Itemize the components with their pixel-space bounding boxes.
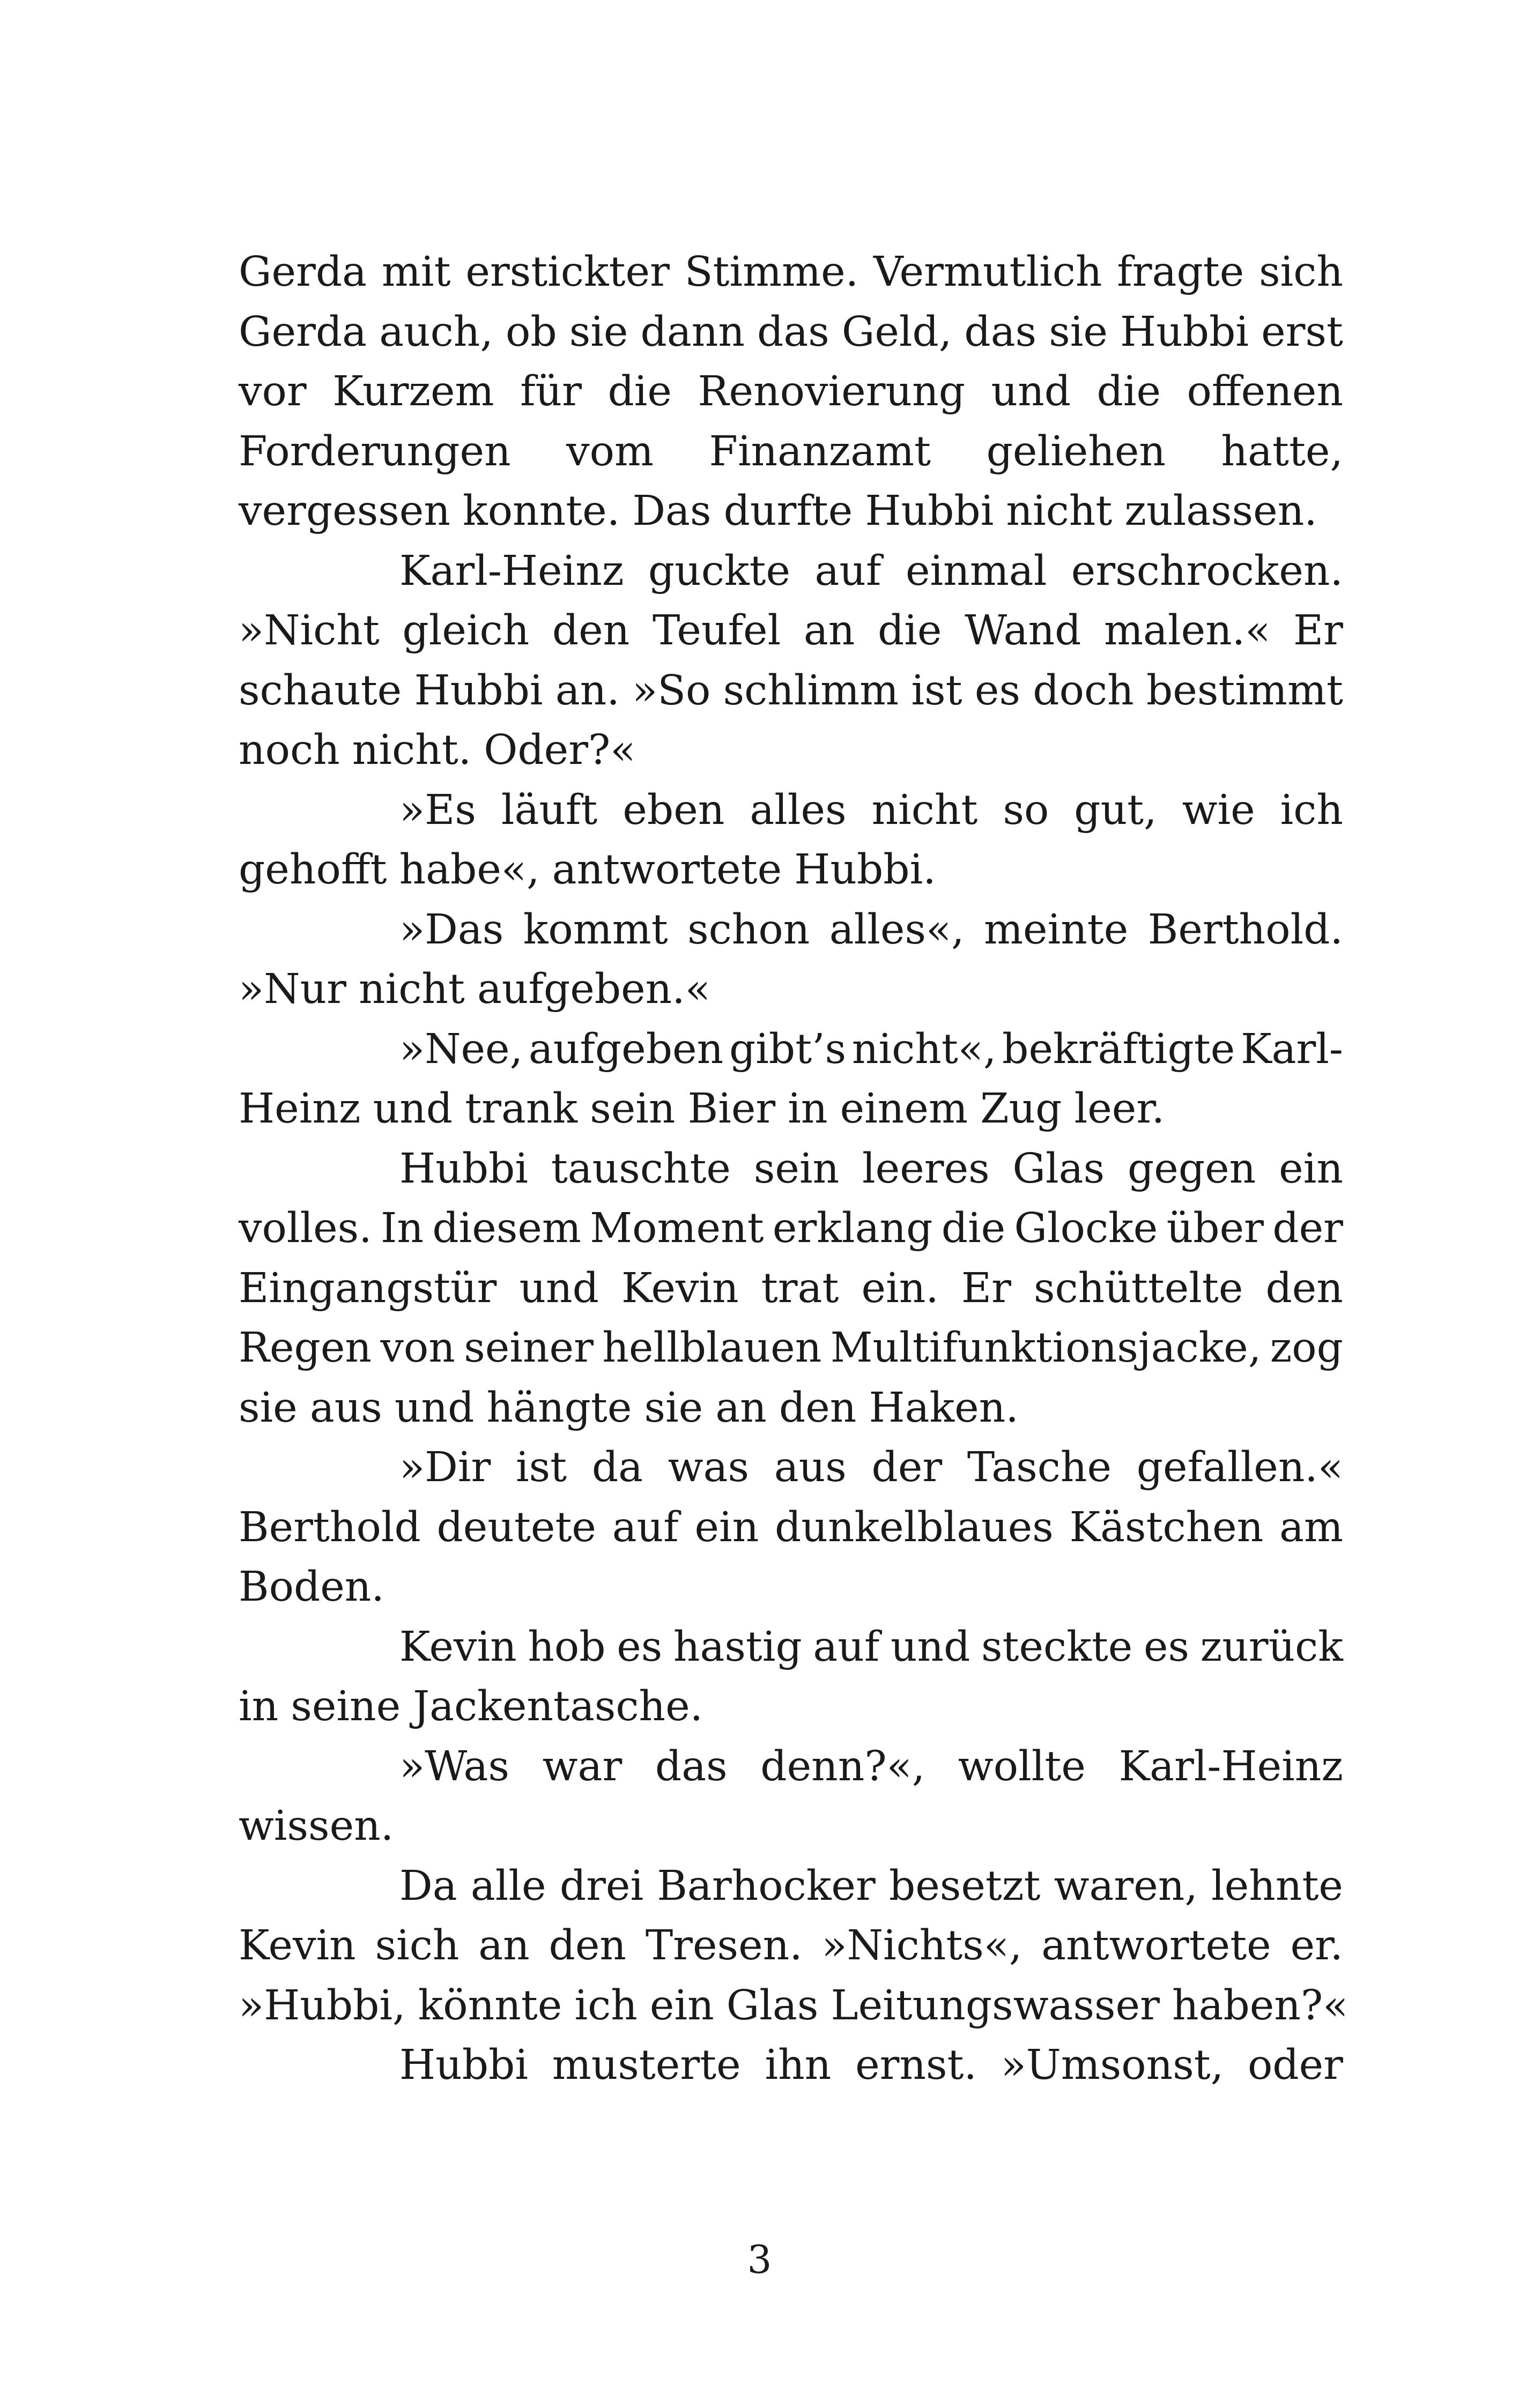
word: »Das [399, 905, 504, 954]
word: kommt [523, 905, 668, 954]
word: Finanzamt [709, 427, 931, 475]
word: sich [1259, 248, 1343, 296]
text-line [239, 1378, 1343, 1438]
word: hastig [673, 1623, 802, 1671]
word: dunkelblaues [775, 1503, 1054, 1551]
word: waren, [1054, 1862, 1198, 1910]
word: Moment [590, 1205, 764, 1252]
word: zurück [1200, 1623, 1343, 1671]
text-line [239, 661, 1343, 721]
word: »Umsonst, [1001, 2041, 1224, 2089]
word: hatte, [1221, 427, 1343, 475]
word: »Was [399, 1742, 509, 1790]
word: besetzt [888, 1862, 1041, 1910]
word: Hubbi. [794, 846, 936, 894]
text-line [239, 422, 1343, 482]
word: ob [505, 308, 557, 356]
word: trank [465, 1085, 578, 1133]
word: in [788, 1085, 828, 1133]
word: es [1143, 1623, 1190, 1671]
word: sie [239, 1384, 298, 1432]
word: erstickter [465, 248, 670, 296]
word: Barhocker [657, 1862, 876, 1910]
text-line [239, 900, 1343, 960]
text-line [239, 781, 1343, 841]
word: nicht [1006, 487, 1113, 535]
text-line [239, 1557, 1343, 1617]
word: aufgeben.« [477, 965, 710, 1013]
text-line [239, 481, 1343, 541]
word: die [1096, 368, 1161, 415]
text-line [239, 1199, 1343, 1259]
word: Hubbi [1120, 308, 1249, 356]
word: Geld, [841, 308, 952, 356]
word: ein [1279, 1144, 1343, 1193]
text-line [239, 302, 1343, 362]
word: sich [375, 1922, 460, 1969]
word: konnte. [463, 487, 620, 535]
word: zog [1270, 1324, 1343, 1372]
word: auf [814, 547, 881, 595]
word: war [542, 1742, 623, 1790]
word: Renovierung [698, 368, 966, 415]
word: Wand [965, 607, 1081, 655]
word: Kevin [399, 1623, 517, 1671]
word: Vermutlich [873, 248, 1102, 296]
word: ein [649, 1981, 714, 2030]
word: wie [1182, 786, 1255, 834]
word: Multifunktionsjacke, [830, 1324, 1262, 1372]
word: ein [694, 1503, 759, 1551]
word: ich [1280, 786, 1343, 834]
word: leeres [862, 1144, 990, 1193]
word: alle [470, 1862, 546, 1910]
word: Glas [1012, 1144, 1105, 1193]
word: bestimmt [1146, 666, 1343, 715]
word: guckte [648, 547, 791, 595]
word: ich [574, 1981, 638, 2030]
word: fragte [1117, 248, 1244, 296]
text-line [239, 1438, 1343, 1498]
word: deutete [436, 1503, 596, 1551]
word: ist [516, 1444, 567, 1491]
word: trat [761, 1264, 839, 1312]
word: Haken. [869, 1384, 1019, 1432]
word: nicht. [352, 726, 472, 774]
word: Da [399, 1862, 457, 1910]
word: der [871, 1444, 943, 1491]
word: Regen [239, 1324, 372, 1372]
word: Hubbi [399, 1144, 528, 1193]
word: sie [1049, 308, 1108, 356]
text-line [239, 1318, 1343, 1378]
word: Bier [687, 1085, 776, 1133]
word: lehnte [1211, 1862, 1343, 1910]
word: wissen. [239, 1802, 394, 1850]
word: Glas [726, 1981, 819, 2030]
text-line [239, 1677, 1343, 1737]
word: Forderungen [239, 427, 511, 475]
word: er. [1290, 1922, 1343, 1969]
word: läuft [501, 786, 598, 834]
word: offenen [1187, 368, 1343, 415]
word: den [552, 607, 630, 655]
page-number: 3 [747, 2237, 772, 2282]
word: vor [239, 368, 307, 415]
word: Karl-Heinz [1118, 1742, 1343, 1790]
word: auf [612, 1503, 679, 1551]
word: sie [644, 1384, 703, 1432]
word: Er [961, 1264, 1011, 1312]
word: hängte [486, 1384, 632, 1432]
word: nicht [871, 786, 978, 834]
word: und [519, 1264, 599, 1312]
word: drei [559, 1862, 644, 1910]
word: Teufel [652, 607, 781, 655]
word: sein [753, 1144, 840, 1193]
word: Boden. [239, 1563, 384, 1611]
word: gibt’s [729, 1025, 847, 1073]
word: das [757, 308, 829, 356]
word: Eingangstür [239, 1264, 497, 1312]
word: antwortete [552, 846, 782, 894]
word: »Dir [399, 1444, 491, 1491]
word: es [974, 666, 1020, 715]
word: schon [687, 905, 810, 954]
word: den [1265, 1264, 1343, 1312]
word: diesem [432, 1205, 581, 1252]
word: Glocke [1014, 1205, 1158, 1252]
word: malen.« [1104, 607, 1271, 655]
word: Berthold. [1147, 905, 1343, 954]
word: sein [590, 1085, 676, 1133]
word: am [1279, 1503, 1343, 1551]
word: vergessen [239, 487, 450, 535]
word: haben?« [1172, 1981, 1348, 2030]
word: in [239, 1683, 279, 1730]
word: seine [291, 1683, 401, 1730]
word: Jackentasche. [413, 1683, 703, 1730]
word: den [779, 1384, 857, 1432]
word: hellblauen [602, 1324, 822, 1372]
word: einmal [905, 547, 1047, 595]
word: Kevin [239, 1922, 356, 1969]
word: denn?«, [760, 1742, 925, 1790]
word: Heinz [239, 1085, 361, 1133]
word: schüttelte [1033, 1264, 1243, 1312]
word: und [890, 1623, 970, 1671]
word: das [964, 308, 1037, 356]
word: Tresen. [645, 1922, 803, 1969]
word: über [1166, 1205, 1264, 1252]
word: erklang [772, 1205, 933, 1252]
word: wollte [958, 1742, 1086, 1790]
text-line [239, 1139, 1343, 1199]
text-line [239, 1498, 1343, 1558]
word: vom [566, 427, 654, 475]
word: »Nicht [239, 607, 380, 655]
word: ein. [861, 1264, 939, 1312]
word: es [617, 1623, 663, 1671]
word: »Es [399, 786, 476, 834]
word: und [991, 368, 1071, 415]
word: »Nichts«, [821, 1922, 1022, 1969]
word: Berthold [239, 1503, 421, 1551]
text-line [239, 1617, 1343, 1677]
text-line [239, 1976, 1348, 2036]
word: gleich [402, 607, 530, 655]
word: Zug [980, 1085, 1062, 1133]
word: volles. [239, 1205, 372, 1252]
word: da [591, 1444, 643, 1491]
body-text [239, 242, 1348, 2095]
word: »So [632, 666, 711, 715]
text-line [239, 242, 1343, 302]
word: an [478, 1922, 530, 1969]
word: Kevin [621, 1264, 739, 1312]
word: »Nur [239, 965, 346, 1013]
word: eben [623, 786, 725, 834]
word: was [668, 1444, 750, 1491]
word: geliehen [986, 427, 1166, 475]
word: doch [1033, 666, 1134, 715]
word: die [941, 1205, 1006, 1252]
word: und [394, 1384, 475, 1432]
word: nicht«, [851, 1025, 997, 1073]
word: gut, [1074, 786, 1157, 834]
word: ernst. [855, 2041, 977, 2089]
word: leer. [1074, 1085, 1165, 1133]
word: gegen [1127, 1144, 1256, 1193]
word: könnte [418, 1981, 562, 2030]
word: schaute [239, 666, 402, 715]
text-line [239, 1259, 1343, 1319]
word: steckte [981, 1623, 1133, 1671]
text-line [239, 1796, 1343, 1856]
word: Hubbi [865, 487, 994, 535]
word: habe«, [399, 846, 540, 894]
word: Das [632, 487, 712, 535]
word: Leitungswasser [831, 1981, 1160, 2030]
word: gehofft [239, 846, 387, 894]
text-line [239, 1856, 1343, 1916]
word: bekräftigte [1002, 1025, 1235, 1073]
word: aus [309, 1384, 382, 1432]
word: das [655, 1742, 728, 1790]
word: Karl- [1241, 1025, 1343, 1073]
word: noch [239, 726, 340, 774]
word: ist [911, 666, 962, 715]
word: gefallen.« [1136, 1444, 1343, 1491]
text-line [239, 1916, 1343, 1976]
text-line [239, 1079, 1343, 1139]
text-line [239, 840, 1343, 900]
word: aus [774, 1444, 847, 1491]
word: zulassen. [1124, 487, 1317, 535]
word: und [373, 1085, 453, 1133]
word: alles [750, 786, 847, 834]
word: der [1272, 1205, 1343, 1252]
word: Gerda [239, 248, 367, 296]
word: Kurzem [332, 368, 494, 415]
word: oder [1247, 2041, 1343, 2089]
word: meinte [984, 905, 1129, 954]
word: erschrocken. [1071, 547, 1343, 595]
text-line [239, 720, 1343, 781]
word: sie [569, 308, 628, 356]
word: auch, [379, 308, 493, 356]
word: für [520, 368, 582, 415]
text-line [239, 1737, 1343, 1797]
text-line [239, 541, 1343, 601]
word: mit [381, 248, 451, 296]
text-line [239, 1020, 1343, 1080]
word: »Nee, [399, 1025, 523, 1073]
word: die [878, 607, 942, 655]
word: Tasche [967, 1444, 1112, 1491]
word: Stimme. [684, 248, 859, 296]
word: an [803, 607, 855, 655]
word: alles«, [829, 905, 965, 954]
word: an [715, 1384, 767, 1432]
text-line [239, 960, 1343, 1020]
word: hob [528, 1623, 606, 1671]
word: Hubbi [414, 666, 543, 715]
word: nicht [358, 965, 465, 1013]
word: antwortete [1041, 1922, 1271, 1969]
word: den [549, 1922, 626, 1969]
word: aufgeben [528, 1025, 724, 1073]
word: dann [640, 308, 745, 356]
word: die [607, 368, 672, 415]
text-line [239, 601, 1343, 661]
word: Gerda [239, 308, 367, 356]
word: schlimm [723, 666, 899, 715]
word: Kästchen [1069, 1503, 1264, 1551]
word: ihn [765, 2041, 832, 2089]
word: musterte [552, 2041, 741, 2089]
word: von [380, 1324, 455, 1372]
word: so [1003, 786, 1049, 834]
word: In [381, 1205, 424, 1252]
word: Er [1293, 607, 1343, 655]
word: Karl-Heinz [399, 547, 624, 595]
text-line [239, 362, 1343, 422]
word: Oder?« [484, 726, 636, 774]
word: erst [1261, 308, 1343, 356]
word: an. [555, 666, 620, 715]
word: seiner [464, 1324, 594, 1372]
word: tauschte [551, 1144, 731, 1193]
word: auf [813, 1623, 880, 1671]
text-line [239, 2035, 1343, 2095]
word: Hubbi [399, 2041, 528, 2089]
word: »Hubbi, [239, 1981, 406, 2030]
word: einem [840, 1085, 968, 1133]
word: durfte [723, 487, 853, 535]
